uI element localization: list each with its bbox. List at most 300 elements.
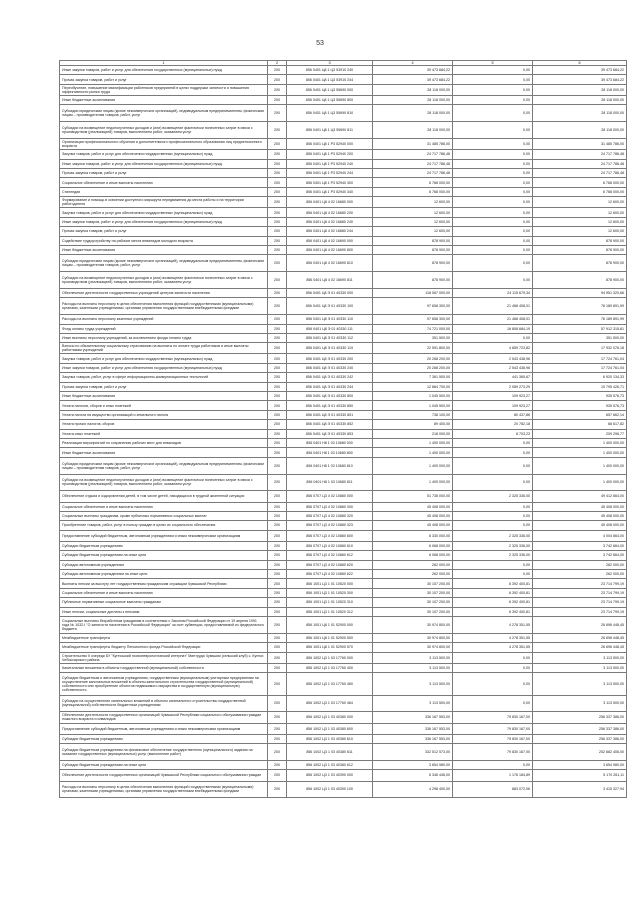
- row-name: Стипендии: [60, 187, 268, 196]
- row-classification-code: 856 0401 Ц8 Э 01 40330 111: [287, 324, 373, 333]
- row-approved-amount: 30 974 800,00: [373, 633, 453, 642]
- table-row: [60, 75, 627, 84]
- table-row: [60, 588, 627, 597]
- row-executed-amount: 6 392 400,81: [453, 607, 533, 616]
- row-approved-amount: 332 512 573,00: [373, 744, 453, 761]
- table-row: [60, 272, 627, 289]
- row-code: 200: [268, 457, 287, 474]
- row-code: 200: [268, 139, 287, 150]
- row-approved-amount: 1 400 000,00: [373, 457, 453, 474]
- row-classification-code: 856 0707 Ц3 4 02 10880 000: [287, 491, 373, 502]
- row-approved-amount: 97 658 300,00: [373, 298, 453, 315]
- row-executed-amount: 0,00: [453, 217, 533, 226]
- row-name: Расходы на выплаты персоналу в целях обеспечения выполнения функций государственными (муниципальными) органами, казенными учреждениями, органами управления государственными внебюджетными фондами: [60, 298, 268, 315]
- row-executed-amount: 2 325 336,00: [453, 491, 533, 502]
- row-remaining-amount: 12 600,00: [533, 217, 627, 226]
- table-row: [60, 448, 627, 457]
- row-code: 200: [268, 588, 287, 597]
- row-approved-amount: 39 473 684,22: [373, 75, 453, 84]
- row-executed-amount: 0,00: [453, 511, 533, 520]
- row-remaining-amount: 256 337 386,00: [533, 712, 627, 723]
- row-classification-code: 856 1002 Ц3 1 03 40380 612: [287, 760, 373, 769]
- row-code: 200: [268, 236, 287, 245]
- row-executed-amount: 79 830 167,00: [453, 734, 533, 743]
- table-row: [60, 382, 627, 391]
- table-row: [60, 617, 627, 634]
- table-row: [60, 491, 627, 502]
- table-row: [60, 236, 627, 245]
- row-classification-code: 856 1001 Ц3 1 01 10520 312: [287, 607, 373, 616]
- row-approved-amount: 3 113 500,00: [373, 673, 453, 695]
- row-remaining-amount: 39 473 684,22: [533, 66, 627, 75]
- row-name: Субсидии бюджетным учреждениям: [60, 734, 268, 743]
- row-code: 200: [268, 521, 287, 530]
- row-remaining-amount: 3 113 500,00: [533, 673, 627, 695]
- row-code: 200: [268, 551, 287, 560]
- row-remaining-amount: 351 500,00: [533, 333, 627, 342]
- row-classification-code: 856 0401 Ц8 Э 01 40330 851: [287, 410, 373, 419]
- row-approved-amount: 28 118 000,00: [373, 84, 453, 95]
- row-name: Содействие трудоустройству на рабочие места инвалидов молодого возраста: [60, 236, 268, 245]
- row-code: 200: [268, 511, 287, 520]
- row-executed-amount: 16 808 684,19: [453, 324, 533, 333]
- row-name: Межбюджетные трансферты бюджету Пенсионного фонда Российской Федерации: [60, 643, 268, 652]
- row-remaining-amount: 3 654 980,00: [533, 760, 627, 769]
- table-row: [60, 633, 627, 642]
- row-code: 200: [268, 781, 287, 798]
- row-approved-amount: 351 500,00: [373, 333, 453, 342]
- row-executed-amount: 883 072,06: [453, 781, 533, 798]
- row-name: Расходы на выплаты персоналу в целях обеспечения выполнения функций государственными (муниципальными) органами, казенными учреждениями, органами управления государственными внебюджетными фондами: [60, 781, 268, 798]
- row-code: 200: [268, 178, 287, 187]
- row-executed-amount: 0,00: [453, 673, 533, 695]
- row-executed-amount: 0,00: [453, 75, 533, 84]
- row-approved-amount: 45 408 000,00: [373, 511, 453, 520]
- row-approved-amount: 12 600,00: [373, 227, 453, 236]
- row-code: 200: [268, 502, 287, 511]
- row-approved-amount: 878 900,00: [373, 255, 453, 272]
- row-remaining-amount: 1 400 000,00: [533, 474, 627, 491]
- row-approved-amount: 6 068 000,00: [373, 541, 453, 550]
- row-executed-amount: 0,00: [453, 457, 533, 474]
- row-name: Переобучение, повышение квалификации работников предприятий в целях поддержки занятости и повышения эффективности рынка труда: [60, 84, 268, 95]
- row-executed-amount: 109 923,27: [453, 392, 533, 401]
- row-code: 200: [268, 272, 287, 289]
- table-row: [60, 255, 627, 272]
- row-name: Социальное обеспечение и иные выплаты населению: [60, 588, 268, 597]
- row-name: Выплаты пенсии за выслугу лет государственным гражданским служащим Чувашской Республики: [60, 579, 268, 588]
- row-code: 200: [268, 105, 287, 122]
- row-name: Субсидии бюджетным и автономным учреждениям, государственным (муниципальным) унитарным предприятиям на осуществление капитальных вложений в объекты капитального строительства государственной (муниципальной) собственности или приобретение объектов недвижимого имущества в государственную (муниципальную) собственность: [60, 673, 268, 695]
- row-remaining-amount: 3 742 664,00: [533, 551, 627, 560]
- row-name: Обеспечение деятельности государственных организаций Чувашской Республики социального обслуживания граждан: [60, 770, 268, 781]
- row-approved-amount: 24 717 786,48: [373, 169, 453, 178]
- row-executed-amount: 0,00: [453, 159, 533, 168]
- row-remaining-amount: 94 951 320,66: [533, 288, 627, 297]
- row-classification-code: 856 1001 Ц8 1 01 52900 570: [287, 643, 373, 652]
- row-classification-code: 856 0401 Ц8 Э 01 40330 100: [287, 298, 373, 315]
- row-code: 200: [268, 579, 287, 588]
- row-remaining-amount: 10 795 426,71: [533, 382, 627, 391]
- table-row: [60, 652, 627, 663]
- row-code: 200: [268, 343, 287, 354]
- row-executed-amount: 0,00: [453, 66, 533, 75]
- row-remaining-amount: 28 118 000,00: [533, 96, 627, 105]
- table-row: [60, 187, 627, 196]
- table-row: [60, 712, 627, 723]
- table-row: [60, 570, 627, 579]
- row-code: 200: [268, 96, 287, 105]
- row-name: Уплата прочих налогов, сборов: [60, 420, 268, 429]
- row-remaining-amount: 209 296,77: [533, 429, 627, 438]
- header-cell: 1: [60, 61, 268, 66]
- row-name: Иные бюджетные ассигнования: [60, 245, 268, 254]
- row-approved-amount: 30 107 200,00: [373, 607, 453, 616]
- row-name: Иные закупки товаров, работ и услуг для обеспечения государственных (муниципальных) нужд: [60, 159, 268, 168]
- row-executed-amount: 2 543 438,96: [453, 363, 533, 372]
- row-executed-amount: 2 089 273,29: [453, 382, 533, 391]
- row-code: 200: [268, 245, 287, 254]
- row-name: Субсидии юридическим лицам (кроме некоммерческих организаций), индивидуальным предпринимателям, физическим лицам – производителям товаров, работ, услуг: [60, 457, 268, 474]
- row-classification-code: 856 0401 Ц8 1 P3 52940 000: [287, 139, 373, 150]
- row-classification-code: 856 0707 Ц3 4 02 10880 622: [287, 570, 373, 579]
- table-row: [60, 551, 627, 560]
- row-executed-amount: 0,00: [453, 105, 533, 122]
- row-approved-amount: 6 068 000,00: [373, 551, 453, 560]
- row-remaining-amount: 76 189 891,99: [533, 298, 627, 315]
- row-name: Субсидии бюджетным учреждениям на иные цели: [60, 760, 268, 769]
- row-code: 200: [268, 373, 287, 382]
- row-classification-code: 856 0401 Ц8 4 02 16690 810: [287, 255, 373, 272]
- table-row: [60, 139, 627, 150]
- row-executed-amount: 2 325 336,00: [453, 541, 533, 550]
- row-executed-amount: 4 659 723,82: [453, 343, 533, 354]
- row-approved-amount: 262 000,00: [373, 570, 453, 579]
- row-remaining-amount: 17 724 761,04: [533, 363, 627, 372]
- row-remaining-amount: 68 617,82: [533, 420, 627, 429]
- table-row: [60, 410, 627, 419]
- row-executed-amount: 0,00: [453, 663, 533, 672]
- row-approved-amount: 30 107 200,00: [373, 579, 453, 588]
- row-code: 200: [268, 197, 287, 208]
- row-approved-amount: 336 167 553,00: [373, 734, 453, 743]
- table-row: [60, 521, 627, 530]
- row-classification-code: 856 0401 Н8 1 03 10680 810: [287, 457, 373, 474]
- row-executed-amount: 0,00: [453, 236, 533, 245]
- table-row: [60, 392, 627, 401]
- row-remaining-amount: 262 000,00: [533, 560, 627, 569]
- row-remaining-amount: 878 900,00: [533, 245, 627, 254]
- table-row: [60, 96, 627, 105]
- row-approved-amount: 30 107 200,00: [373, 598, 453, 607]
- row-classification-code: 856 0401 Ц8 4 02 16680 244: [287, 227, 373, 236]
- row-approved-amount: 45 408 000,00: [373, 521, 453, 530]
- table-row: [60, 541, 627, 550]
- row-approved-amount: 24 717 786,48: [373, 159, 453, 168]
- row-remaining-amount: 1 400 000,00: [533, 457, 627, 474]
- row-executed-amount: 4 278 351,55: [453, 643, 533, 652]
- row-name: Субсидии юридическим лицам (кроме некоммерческих организаций), индивидуальным предпринимателям, физическим лицам – производителям товаров, работ, услуг: [60, 105, 268, 122]
- row-remaining-amount: 49 412 664,00: [533, 491, 627, 502]
- row-code: 200: [268, 530, 287, 541]
- row-code: 200: [268, 187, 287, 196]
- row-remaining-amount: 57 912 315,81: [533, 324, 627, 333]
- table-row: [60, 315, 627, 324]
- row-classification-code: 856 0707 Ц3 4 02 10880 620: [287, 560, 373, 569]
- row-name: Прочая закупка товаров, работ и услуг: [60, 227, 268, 236]
- table-row: [60, 197, 627, 208]
- row-remaining-amount: 26 696 448,45: [533, 617, 627, 634]
- row-approved-amount: 6 768 000,00: [373, 187, 453, 196]
- row-name: Обеспечение отдыха и оздоровления детей, в том числе детей, находящихся в трудной жизненной ситуации: [60, 491, 268, 502]
- table-row: [60, 178, 627, 187]
- table-row: [60, 673, 627, 695]
- row-remaining-amount: 935 576,73: [533, 401, 627, 410]
- table-row: [60, 105, 627, 122]
- row-code: 200: [268, 744, 287, 761]
- table-row: [60, 560, 627, 569]
- row-code: 200: [268, 84, 287, 95]
- row-approved-amount: 30 974 800,00: [373, 643, 453, 652]
- row-name: Капитальные вложения в объекты государственной (муниципальной) собственности: [60, 663, 268, 672]
- row-name: Иные бюджетные ассигнования: [60, 96, 268, 105]
- row-executed-amount: 2 325 336,00: [453, 551, 533, 560]
- row-remaining-amount: 878 900,00: [533, 255, 627, 272]
- row-approved-amount: 3 113 500,00: [373, 695, 453, 712]
- row-executed-amount: 4 278 351,55: [453, 617, 533, 634]
- table-row: [60, 373, 627, 382]
- row-code: 200: [268, 712, 287, 723]
- row-code: 200: [268, 324, 287, 333]
- row-classification-code: 856 0401 Ц8 Э 01 40330 112: [287, 333, 373, 342]
- row-remaining-amount: 935 576,73: [533, 392, 627, 401]
- row-classification-code: 856 0401 Ц8 1 Ц3 55690 811: [287, 122, 373, 139]
- row-approved-amount: 97 658 300,00: [373, 315, 453, 324]
- row-name: Закупка товаров, работ и услуг для обеспечения государственных (муниципальных) нужд: [60, 208, 268, 217]
- row-remaining-amount: 28 118 000,00: [533, 84, 627, 95]
- row-executed-amount: 0,00: [453, 760, 533, 769]
- row-code: 200: [268, 760, 287, 769]
- row-remaining-amount: 24 717 786,48: [533, 169, 627, 178]
- row-code: 200: [268, 227, 287, 236]
- row-executed-amount: 0,00: [453, 84, 533, 95]
- row-approved-amount: 1 400 000,00: [373, 474, 453, 491]
- row-approved-amount: 30 974 800,00: [373, 617, 453, 634]
- row-executed-amount: 79 830 167,00: [453, 744, 533, 761]
- row-remaining-amount: 5 170 261,11: [533, 770, 627, 781]
- table-row: [60, 607, 627, 616]
- row-executed-amount: 0,00: [453, 169, 533, 178]
- row-name: Иные пенсии, социальные доплаты к пенсиям: [60, 607, 268, 616]
- row-classification-code: 856 0401 Ц8 Э 01 40330 200: [287, 354, 373, 363]
- row-classification-code: 856 0707 Ц3 4 02 10880 610: [287, 541, 373, 550]
- row-code: 200: [268, 159, 287, 168]
- row-remaining-amount: 3 113 500,00: [533, 652, 627, 663]
- row-classification-code: 856 0401 Ц8 4 02 16690 811: [287, 272, 373, 289]
- table-row: [60, 420, 627, 429]
- row-classification-code: 856 0401 Ц8 Э 01 40330 850: [287, 401, 373, 410]
- row-approved-amount: 878 900,00: [373, 236, 453, 245]
- row-name: Закупка товаров, работ, услуг в сфере информационно-коммуникационных технологий: [60, 373, 268, 382]
- table-row: [60, 401, 627, 410]
- table-row: [60, 502, 627, 511]
- row-classification-code: 856 0401 Ц8 Э 01 40330 110: [287, 315, 373, 324]
- row-approved-amount: 24 717 786,48: [373, 150, 453, 159]
- row-name: Иные выплаты персоналу учреждений, за исключением фонда оплаты труда: [60, 333, 268, 342]
- row-remaining-amount: 6 768 000,00: [533, 178, 627, 187]
- row-name: Фонд оплаты труда учреждений: [60, 324, 268, 333]
- row-approved-amount: 3 113 500,00: [373, 652, 453, 663]
- row-approved-amount: 878 900,00: [373, 245, 453, 254]
- row-classification-code: 856 1001 Ц3 1 01 10520 310: [287, 598, 373, 607]
- row-approved-amount: 1 045 500,00: [373, 401, 453, 410]
- table-row: [60, 84, 627, 95]
- row-classification-code: 856 1001 Ц8 1 01 52900 500: [287, 633, 373, 642]
- budget-table-body: [60, 61, 627, 798]
- row-executed-amount: 0,00: [453, 197, 533, 208]
- row-executed-amount: 1 176 184,89: [453, 770, 533, 781]
- row-classification-code: 856 0401 Ц8 4 02 16680 240: [287, 217, 373, 226]
- row-code: 200: [268, 448, 287, 457]
- row-remaining-amount: 45 408 000,00: [533, 511, 627, 520]
- row-approved-amount: 1 400 000,00: [373, 438, 453, 447]
- table-row: [60, 333, 627, 342]
- row-code: 200: [268, 169, 287, 178]
- row-name: Субсидии автономным учреждениям на иные цели: [60, 570, 268, 579]
- row-name: Субсидии на возмещение недополученных доходов и (или) возмещение фактически понесенных затрат в связи с производством (реализацией) товаров, выполнением работ, оказанием услуг: [60, 272, 268, 289]
- row-name: Межбюджетные трансферты: [60, 633, 268, 642]
- row-remaining-amount: 23 714 799,19: [533, 579, 627, 588]
- row-approved-amount: 6 768 000,00: [373, 178, 453, 187]
- table-row: [60, 66, 627, 75]
- row-executed-amount: 0,00: [453, 122, 533, 139]
- row-name: Социальное обеспечение и иные выплаты населению: [60, 502, 268, 511]
- row-classification-code: 856 1002 Ц3 1 03 17760 000: [287, 652, 373, 663]
- row-approved-amount: 31 485 786,00: [373, 139, 453, 150]
- row-classification-code: 856 0401 Ц8 4 02 16690 800: [287, 245, 373, 254]
- row-remaining-amount: 657 662,14: [533, 410, 627, 419]
- row-remaining-amount: 28 118 000,00: [533, 122, 627, 139]
- row-executed-amount: 0,00: [453, 560, 533, 569]
- row-name: Расходы на выплаты персоналу казенных учреждений: [60, 315, 268, 324]
- row-name: Обеспечение деятельности государственных учреждений центров занятости населения: [60, 288, 268, 297]
- row-remaining-amount: 3 113 500,00: [533, 663, 627, 672]
- row-code: 200: [268, 673, 287, 695]
- row-code: 200: [268, 298, 287, 315]
- row-remaining-amount: 76 189 891,99: [533, 315, 627, 324]
- row-classification-code: 856 0707 Ц3 4 02 10880 300: [287, 502, 373, 511]
- row-name: Закупка товаров, работ и услуг для обеспечения государственных (муниципальных) нужд: [60, 150, 268, 159]
- row-remaining-amount: 6 768 000,00: [533, 187, 627, 196]
- row-remaining-amount: 24 717 786,48: [533, 150, 627, 159]
- row-remaining-amount: 23 714 799,19: [533, 588, 627, 597]
- row-code: 200: [268, 474, 287, 491]
- row-name: Субсидии бюджетным учреждениям на финансовое обеспечение государственного (муниципального) задания на оказание государственных (муниципальных) услуг (выполнение работ): [60, 744, 268, 761]
- row-approved-amount: 28 118 000,00: [373, 96, 453, 105]
- row-name: Социальные выплаты гражданам, кроме публичных нормативных социальных выплат: [60, 511, 268, 520]
- row-name: Иные закупки товаров, работ и услуг для обеспечения государственных (муниципальных) нужд: [60, 66, 268, 75]
- row-code: 200: [268, 491, 287, 502]
- row-code: 200: [268, 392, 287, 401]
- row-approved-amount: 12 600,00: [373, 208, 453, 217]
- header-cell: 3: [287, 61, 373, 66]
- row-approved-amount: 28 118 000,00: [373, 105, 453, 122]
- row-remaining-amount: 26 696 448,45: [533, 633, 627, 642]
- row-name: Закупка товаров, работ и услуг для обеспечения государственных (муниципальных) нужд: [60, 354, 268, 363]
- row-classification-code: 856 0401 Ц8 Э 01 40330 852: [287, 420, 373, 429]
- row-remaining-amount: 3 742 664,00: [533, 541, 627, 550]
- row-remaining-amount: 28 118 000,00: [533, 105, 627, 122]
- row-classification-code: 856 1001 Ц3 1 01 10520 000: [287, 579, 373, 588]
- row-approved-amount: 4 298 400,00: [373, 781, 453, 798]
- row-remaining-amount: 23 714 799,19: [533, 607, 627, 616]
- table-row: [60, 530, 627, 541]
- row-executed-amount: 0,00: [453, 333, 533, 342]
- row-approved-amount: 118 067 000,00: [373, 288, 453, 297]
- header-cell: 6: [533, 61, 627, 66]
- row-executed-amount: 6 392 400,81: [453, 598, 533, 607]
- row-classification-code: 856 0401 Ц8 1 Ц3 55690 000: [287, 84, 373, 95]
- row-remaining-amount: 45 408 000,00: [533, 521, 627, 530]
- row-code: 200: [268, 617, 287, 634]
- row-executed-amount: 0,00: [453, 187, 533, 196]
- row-remaining-amount: 6 920 134,33: [533, 373, 627, 382]
- table-row: [60, 122, 627, 139]
- row-executed-amount: 6 392 400,81: [453, 579, 533, 588]
- row-executed-amount: 20 782,18: [453, 420, 533, 429]
- row-classification-code: 856 1002 Ц3 1 03 17760 460: [287, 673, 373, 695]
- row-classification-code: 856 0401 Н8 1 03 10680 800: [287, 448, 373, 457]
- table-row: [60, 343, 627, 354]
- row-classification-code: 856 0401 Ц8 Э 01 40330 242: [287, 373, 373, 382]
- table-row: [60, 598, 627, 607]
- table-row: [60, 723, 627, 734]
- row-approved-amount: 3 113 500,00: [373, 663, 453, 672]
- table-row: [60, 150, 627, 159]
- row-approved-amount: 30 107 200,00: [373, 588, 453, 597]
- row-code: 200: [268, 75, 287, 84]
- row-classification-code: 856 0401 Ц8 1 Ц3 55690 810: [287, 105, 373, 122]
- table-row: [60, 429, 627, 438]
- row-executed-amount: 0,00: [453, 178, 533, 187]
- row-name: Реализация мероприятий по сохранению рабочих мест для инвалидов: [60, 438, 268, 447]
- table-row: [60, 744, 627, 761]
- row-executed-amount: 0,00: [453, 502, 533, 511]
- row-executed-amount: 21 468 408,01: [453, 298, 533, 315]
- row-remaining-amount: 24 717 786,48: [533, 159, 627, 168]
- table-row: [60, 245, 627, 254]
- row-code: 200: [268, 734, 287, 743]
- table-row: [60, 770, 627, 781]
- row-executed-amount: 2 325 336,00: [453, 530, 533, 541]
- row-name: Иные закупки товаров, работ и услуг для обеспечения государственных (муниципальных) нужд: [60, 363, 268, 372]
- row-remaining-amount: 23 714 799,19: [533, 598, 627, 607]
- table-row: [60, 760, 627, 769]
- header-cell: 2: [268, 61, 287, 66]
- row-name: Иные закупки товаров, работ и услуг для обеспечения государственных (муниципальных) нужд: [60, 217, 268, 226]
- header-cell: 4: [373, 61, 453, 66]
- row-approved-amount: 12 884 700,00: [373, 382, 453, 391]
- row-name: Субсидии на возмещение недополученных доходов и (или) возмещение фактически понесенных затрат в связи с производством (реализацией) товаров, выполнением работ, оказанием услуг: [60, 474, 268, 491]
- row-executed-amount: 6 392 400,81: [453, 588, 533, 597]
- row-name: Строительство II очереди БУ "Кугесьский психоневрологический интернат" Минтруда Чувашии (сельский клуб) с. Кугеси Чебоксарского района: [60, 652, 268, 663]
- row-approved-amount: 1 045 500,00: [373, 392, 453, 401]
- row-name: Уплата налогов, сборов и иных платежей: [60, 401, 268, 410]
- row-code: 200: [268, 607, 287, 616]
- row-executed-amount: 79 830 167,00: [453, 723, 533, 734]
- row-remaining-amount: 12 600,00: [533, 227, 627, 236]
- row-classification-code: 856 1002 Ц3 1 03 40380 610: [287, 734, 373, 743]
